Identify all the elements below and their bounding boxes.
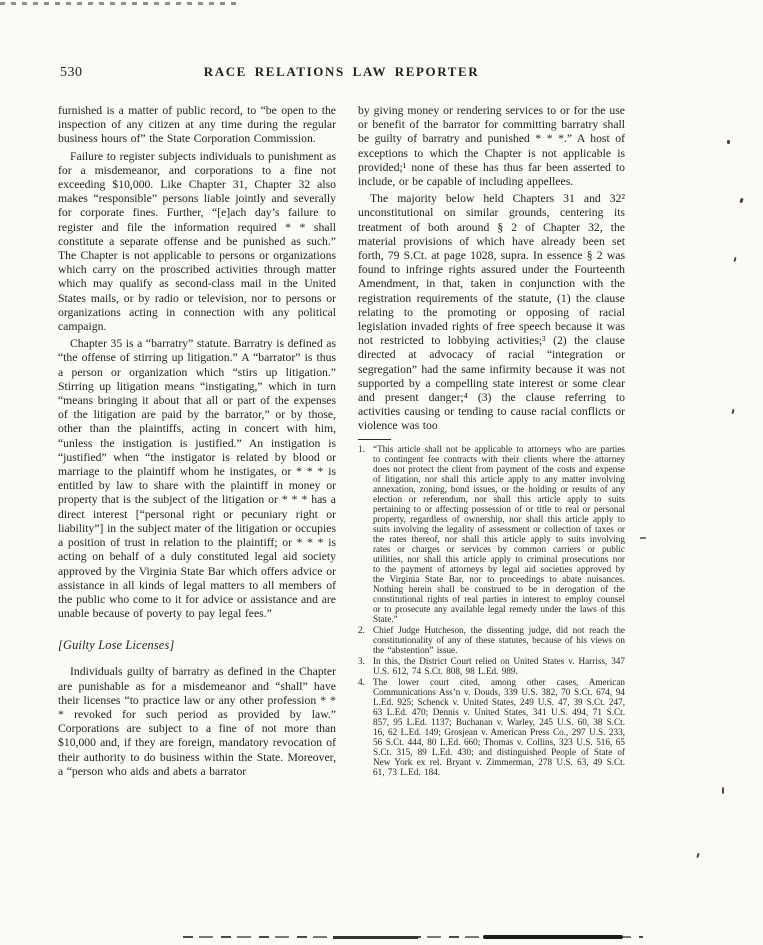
paragraph: Chapter 35 is a “barratry” statute. Barratry is defined as “the offense of stirring up litigation.” A “barrator” is thus a person or organization which “stirs up litigation.” Stirring up litigation means “instigating,” which in turn “means bringing it about that all or part of the expenses of the litigation are paid by the barrator,” or by those, other than the plaintiffs, acting in concert with him, “unless the instigation is justified.” An instigation is “justified” when “the instigator is related by blood or marriage to the plaintiff whom he instigates, or * * * is entitled by law to share with the plaintiff in money or property that is the subject of the litigation or * * * has a direct interest [“personal right or pecuniary right or liability”] in the subject mater of the litigation or occupies a position of trust in relation to the plaintiff; or * * * is acting on behalf of a duly constituted legal aid society approved by the Virginia State Bar which offers advice or assistance in all kinds of legal matters to all members of the public who come to it for advice or assistance and are unable because of poverty to pay legal fees.” [58,337,336,621]
footnote [358,625,625,655]
scan-artifact-bottom [183,936,643,938]
page-number: 530 [60,65,83,80]
page-header [58,64,625,82]
scan-speck [640,537,646,539]
paragraph: The majority below held Chapters 31 and 32² unconstitutional on similar grounds, centering its treatment of both around § 2 of Chapter 32, the material provisions of which have already been set forth, 79 S.Ct. at page 1028, supra. In essence § 2 was found to infringe rights assured under the Fourteenth Amendment, in that, taken in conjunction with the registration requirements of the statute, (1) the clause relating to the promoting or opposing of racial legislation invaded rights of free speech because it was not restricted to lobbying activities;³ (2) the clause directed at advocacy of racial “integration or segregation” had the same infirmity because it was not supported by a compelling state interest or some clear and present danger;⁴ (3) the clause referring to activities causing or tending to cause racial conflicts or violence was too [358,192,625,433]
scan-speck [739,198,744,204]
footnote [358,677,625,777]
scan-speck [722,787,724,794]
scan-speck [733,257,736,262]
paragraph: Failure to register subjects individuals to punishment as for a misdemeanor, and corporations to a fine not exceeding $10,000. Like Chapter 31, Chapter 32 also makes “responsible” persons liable jointly and severally for corporate fines. Further, “[e]ach day’s failure to register and file the information required * * shall constitute a separate offense and be punished as such.” The Chapter is not applicable to persons or organizations which carry on the proscribed activities through matter which may qualify as second-class mail in the United States mails, or by radio or television, nor to persons or organizations acting in connection with any political campaign. [58,149,336,334]
footnote-number: 1. [358,443,365,454]
footnote-separator [358,439,391,440]
text-columns [58,104,625,782]
footnote-number: 4. [358,676,365,687]
left-column [58,104,336,782]
paragraph: Individuals guilty of barratry as defined in the Chapter are punishable as for a misdemeanor and “shall” have their licenses “to practice law or any other profession * * * revoked for such period as provided by law.” Corporations are subject to a fine of not more than $10,000 and, if they are foreign, mandatory revocation of their authority to do business within the State. Moreover, a “person who aids and abets a barrator [58,665,336,778]
footnote-text: “This article shall not be applicable to attorneys who are parties to contingent fee contracts with their clients where the attorney does not protect the client from payment of the costs and expense of litigation, nor shall this article apply to any matter involving annexation, zoning, bond issues, or the holding or results of any election or referendum, nor shall this article apply to suits pertaining to or affecting possession of or title to real or personal property, regardless of ownership, nor shall this article apply to suits involving the legality of assessment or collection of taxes or the rates thereof, nor shall this article apply to suits involving rates or charges or services by common carriers or public utilities, nor shall this article apply to criminal prosecutions nor to the payment of attorneys by legal aid societies approved by the Virginia State Bar, nor to proceedings to abate nuisances. Nothing herein shall be construed to be in derogation of the constitutional rights of real parties in interest to employ counsel or to prosecute any available legal remedy under the laws of this State.” [373,443,625,624]
page-title: RACE RELATIONS LAW REPORTER [203,64,480,79]
footnote-text: Chief Judge Hutcheson, the dissenting judge, did not reach the constitutionality of any of these statutes, because of his views on the “abstention” issue. [373,624,625,655]
footnote-number: 3. [358,655,365,666]
footnote [358,656,625,676]
paragraph-continuation: furnished is a matter of public record, to “be open to the inspection of any citizen at any time during the regular business hours of” the State Corporation Commission. [58,104,336,146]
scan-speck [732,409,735,414]
scan-artifact-top [0,2,237,5]
footnote-number: 2. [358,624,365,635]
scan-speck [696,853,699,858]
footnote-text: The lower court cited, among other cases, American Communications Ass’n v. Douds, 339 U.S. 382, 70 S.Ct. 674, 94 L.Ed. 925; Schenck v. United States, 249 U.S. 47, 39 S.Ct. 247, 63 L.Ed. 470; Dennis v. United States, 341 U.S. 494, 71 S.Ct. 857, 95 L.Ed. 1137; Buchanan v. Warley, 245 U.S. 60, 38 S.Ct. 16, 62 L.Ed. 149; Grosjean v. American Press Co., 297 U.S. 233, 56 S.Ct. 444, 80 L.Ed. 660; Thomas v. Collins, 323 U.S. 516, 65 S.Ct. 315, 89 L.Ed. 430; and distinguished People of State of New York ex rel. Bryant v. Zimmerman, 278 U.S. 63, 49 S.Ct. 61, 73 L.Ed. 184. [373,676,625,777]
section-heading: [Guilty Lose Licenses] [58,638,175,653]
paragraph-continuation: by giving money or rendering services to or for the use or benefit of the barrator for committing barratry shall be guilty of barratry and punished * * *.” A host of exceptions to which the Chapter is not applicable is provided;¹ none of these has thus far been asserted to include, or be capable of including appellees. [358,104,625,189]
scan-speck [727,140,730,144]
right-column [358,104,625,782]
footnote [358,444,625,624]
footnote-text: In this, the District Court relied on United States v. Harriss, 347 U.S. 612, 74 S.Ct. 808, 98 L.Ed. 989. [373,655,625,676]
footnotes-block [358,444,625,777]
